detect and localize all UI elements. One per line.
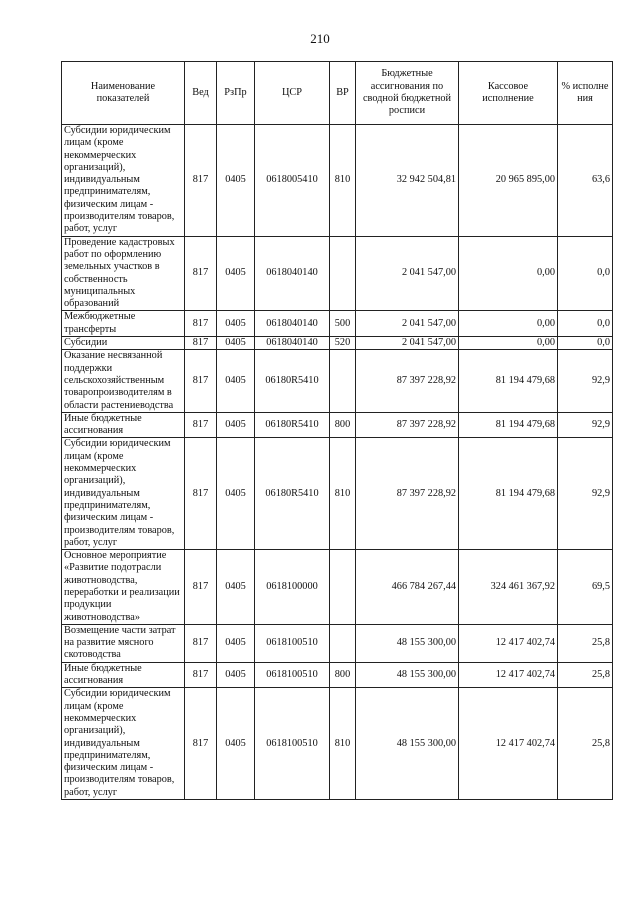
row-cash-execution: 0,00 — [459, 236, 558, 311]
row-assignments: 2 041 547,00 — [356, 337, 459, 350]
row-assignments: 87 397 228,92 — [356, 350, 459, 412]
table-row — [62, 688, 613, 800]
row-csr: 0618100510 — [255, 688, 330, 800]
row-vr: 810 — [330, 125, 356, 237]
header-name: Наименование показателей — [62, 62, 185, 125]
row-csr: 06180R5410 — [255, 438, 330, 550]
row-rzpr: 0405 — [217, 311, 255, 337]
row-rzpr: 0405 — [217, 236, 255, 311]
budget-table — [61, 61, 613, 800]
row-vr — [330, 350, 356, 412]
row-name: Проведение кадастровых работ по оформлению земельных участков в собственность муниципальных образований — [62, 236, 185, 311]
row-cash-execution: 81 194 479,68 — [459, 412, 558, 438]
row-vr: 810 — [330, 438, 356, 550]
row-csr: 06180R5410 — [255, 350, 330, 412]
row-percent: 63,6 — [558, 125, 613, 237]
row-assignments: 48 155 300,00 — [356, 624, 459, 662]
row-vr: 520 — [330, 337, 356, 350]
row-csr: 0618005410 — [255, 125, 330, 237]
row-percent: 25,8 — [558, 624, 613, 662]
row-cash-execution: 12 417 402,74 — [459, 688, 558, 800]
row-rzpr: 0405 — [217, 412, 255, 438]
table-row — [62, 311, 613, 337]
header-csr: ЦСР — [255, 62, 330, 125]
row-vr — [330, 236, 356, 311]
row-assignments: 32 942 504,81 — [356, 125, 459, 237]
row-vr — [330, 550, 356, 625]
row-rzpr: 0405 — [217, 337, 255, 350]
table-row — [62, 624, 613, 662]
row-rzpr: 0405 — [217, 624, 255, 662]
row-name: Оказание несвязанной поддержки сельскохозяйственным товаропроизводителям в области растениеводства — [62, 350, 185, 412]
row-name: Субсидии юридическим лицам (кроме некоммерческих организаций), индивидуальным предпринимателям, физическим лицам - производителям товаров, работ, услуг — [62, 688, 185, 800]
row-ved: 817 — [185, 236, 217, 311]
row-ved: 817 — [185, 550, 217, 625]
row-percent: 0,0 — [558, 311, 613, 337]
row-rzpr: 0405 — [217, 350, 255, 412]
row-cash-execution: 81 194 479,68 — [459, 438, 558, 550]
row-cash-execution: 20 965 895,00 — [459, 125, 558, 237]
row-assignments: 87 397 228,92 — [356, 412, 459, 438]
row-ved: 817 — [185, 688, 217, 800]
row-vr: 810 — [330, 688, 356, 800]
row-csr: 06180R5410 — [255, 412, 330, 438]
row-name: Иные бюджетные ассигнования — [62, 412, 185, 438]
row-ved: 817 — [185, 662, 217, 688]
row-name: Субсидии юридическим лицам (кроме некоммерческих организаций), индивидуальным предпринимателям, физическим лицам - производителям товаров, работ, услуг — [62, 438, 185, 550]
row-assignments: 2 041 547,00 — [356, 236, 459, 311]
header-cash-execution: Кассовое исполнение — [459, 62, 558, 125]
row-vr: 800 — [330, 412, 356, 438]
row-vr: 800 — [330, 662, 356, 688]
row-csr: 0618040140 — [255, 311, 330, 337]
row-percent: 92,9 — [558, 350, 613, 412]
row-csr: 0618100510 — [255, 624, 330, 662]
row-cash-execution: 12 417 402,74 — [459, 624, 558, 662]
row-name: Иные бюджетные ассигнования — [62, 662, 185, 688]
row-ved: 817 — [185, 350, 217, 412]
row-percent: 92,9 — [558, 412, 613, 438]
row-assignments: 87 397 228,92 — [356, 438, 459, 550]
table-row — [62, 125, 613, 237]
row-assignments: 2 041 547,00 — [356, 311, 459, 337]
row-ved: 817 — [185, 311, 217, 337]
row-csr: 0618040140 — [255, 337, 330, 350]
row-percent: 0,0 — [558, 236, 613, 311]
row-ved: 817 — [185, 438, 217, 550]
row-vr — [330, 624, 356, 662]
row-name: Межбюджетные трансферты — [62, 311, 185, 337]
table-row — [62, 350, 613, 412]
row-name: Основное мероприятие «Развитие подотрасли животноводства, переработки и реализации продукции животноводства» — [62, 550, 185, 625]
row-assignments: 48 155 300,00 — [356, 688, 459, 800]
row-name: Возмещение части затрат на развитие мясного скотоводства — [62, 624, 185, 662]
header-vr: ВР — [330, 62, 356, 125]
table-row — [62, 550, 613, 625]
header-percent: % исполне ния — [558, 62, 613, 125]
row-ved: 817 — [185, 412, 217, 438]
page-number: 210 — [310, 31, 330, 46]
header-rzpr: РзПр — [217, 62, 255, 125]
table-header-row — [62, 62, 613, 125]
table-row — [62, 337, 613, 350]
row-rzpr: 0405 — [217, 438, 255, 550]
row-cash-execution: 324 461 367,92 — [459, 550, 558, 625]
row-cash-execution: 81 194 479,68 — [459, 350, 558, 412]
row-ved: 817 — [185, 624, 217, 662]
table-row — [62, 412, 613, 438]
row-percent: 92,9 — [558, 438, 613, 550]
row-percent: 69,5 — [558, 550, 613, 625]
row-assignments: 466 784 267,44 — [356, 550, 459, 625]
row-cash-execution: 0,00 — [459, 311, 558, 337]
row-name: Субсидии юридическим лицам (кроме некоммерческих организаций), индивидуальным предпринимателям, физическим лицам - производителям товаров, работ, услуг — [62, 125, 185, 237]
row-cash-execution: 0,00 — [459, 337, 558, 350]
row-vr: 500 — [330, 311, 356, 337]
row-csr: 0618100510 — [255, 662, 330, 688]
row-cash-execution: 12 417 402,74 — [459, 662, 558, 688]
row-name: Субсидии — [62, 337, 185, 350]
row-csr: 0618040140 — [255, 236, 330, 311]
table-row — [62, 236, 613, 311]
table-row — [62, 438, 613, 550]
header-assignments: Бюджетные ассигнования по сводной бюджетной росписи — [356, 62, 459, 125]
header-ved: Вед — [185, 62, 217, 125]
row-percent: 25,8 — [558, 688, 613, 800]
row-ved: 817 — [185, 125, 217, 237]
row-rzpr: 0405 — [217, 662, 255, 688]
row-rzpr: 0405 — [217, 550, 255, 625]
row-csr: 0618100000 — [255, 550, 330, 625]
row-ved: 817 — [185, 337, 217, 350]
row-rzpr: 0405 — [217, 125, 255, 237]
table-row — [62, 662, 613, 688]
row-percent: 25,8 — [558, 662, 613, 688]
row-rzpr: 0405 — [217, 688, 255, 800]
row-assignments: 48 155 300,00 — [356, 662, 459, 688]
row-percent: 0,0 — [558, 337, 613, 350]
